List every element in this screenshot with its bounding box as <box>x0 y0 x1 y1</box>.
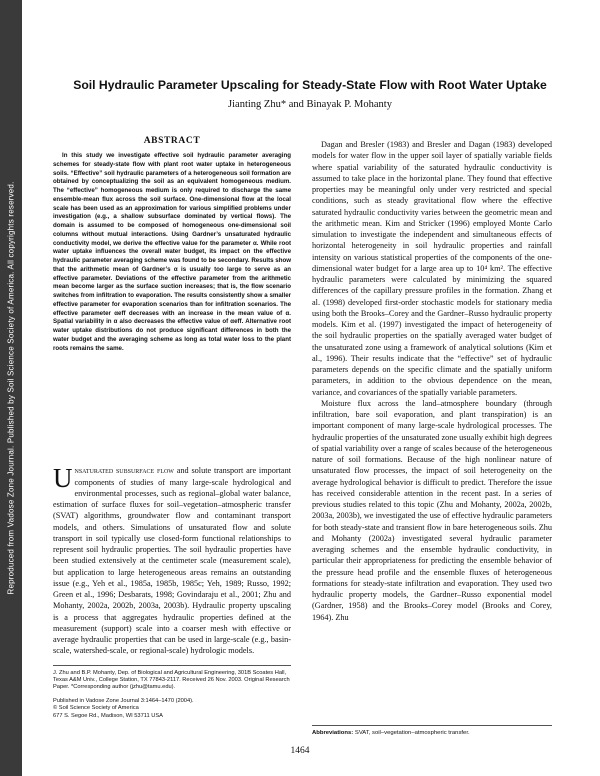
right-column-text <box>312 139 552 623</box>
drop-cap: U <box>53 463 73 494</box>
intro-lead-smallcaps: nsaturated subsurface flow <box>74 466 174 476</box>
copyright-sidebar <box>0 0 22 776</box>
author-line: Jianting Zhu* and Binayak P. Mohanty <box>228 99 392 110</box>
paragraph: Moisture flux across the land–atmosphere boundary (through infiltration, bare soil evaporation, and plant transpiration) is an important component of many large-scale hydrological processes. The hydraulic properties of the unsaturated zone usually exhibit high degrees of spatial variability over a range of scales because of the heterogeneous nature of soil formations. Because of the high nonlinear nature of unsaturated flow processes, the impact of soil heterogeneity on the average hydrological behavior is difficult to predict. Therefore the issue has received considerable attention in the recent past. In a series of previous studies related to this topic (Zhu and Mohanty, 2002a, 2002b, 2003a, 2003b), we investigated the use of effective hydraulic parameters for both steady-state and transient flow in bare heterogeneous soils. Zhu and Mohanty (2002a) investigated several hydraulic parameter averaging schemes and the ensemble hydraulic conductivity, in particular their appropriateness for predicting the ensemble behavior of the pressure head profile and the ensemble fluxes of heterogeneous formations for steady-state infiltration and evaporation. They used two hydraulic property models, the Gardner–Russo exponential model (Gardner, 1958) and the Brooks–Corey model (Brooks and Corey, 1964). Zhu <box>312 398 552 622</box>
intro-paragraph <box>53 465 291 656</box>
paragraph: Dagan and Bresler (1983) and Bresler and Dagan (1983) developed models for water flow in the upper soil layer of spatially variable fields where spatial variability of the saturated hydraulic conductivity is assumed to take place in the horizontal plane. They found that effective properties may be meaningful only under very restricted and special conditions, such as steady gravitational flow where the effective saturated hydraulic conductivity varies between the geometric mean and the arithmetic mean. Kim and Stricker (1996) employed Monte Carlo simulation to investigate the independent and simultaneous effects of horizontal heterogeneity in soil hydraulic properties and rainfall intensity on various statistical properties of the components of the one-dimensional water budget for a large area up to 10⁴ km². The effective hydraulic parameters were calculated by minimizing the squared differences of the capillary pressure profiles in the formation. Zhang et al. (1998) developed first-order stochastic models for stationary media using both the Brooks–Corey and the Gardner–Russo hydraulic property models. Kim et al. (1997) investigated the impact of heterogeneity of the soil hydraulic properties on the spatially averaged water budget of the unsaturated zone using a framework of analytical solutions (Kim et al., 1996). Their results indicate that the “effective” set of hydraulic parameters depends on the specific climate and the spatially uniform parameters, in addition to the obvious dependence on the mean, variance, and covariances of the spatially variable parameters. <box>312 140 552 397</box>
abstract-heading: ABSTRACT <box>143 136 201 146</box>
author-affiliation-footnote: J. Zhu and B.P. Mohanty, Dep. of Biological and Agricultural Engineering, 301B Scoates Hall, Texas A&M Univ., College Station, TX 77843-2117. Received 26 Nov. 2003. Original Research Paper. *Corresponding author (jzhu@tamu.edu). <box>53 669 290 690</box>
abbreviations-footnote <box>312 725 552 736</box>
abbreviations-label: Abbreviations: <box>312 730 354 736</box>
introduction <box>53 465 291 656</box>
publication-info <box>53 698 291 720</box>
footnote-divider <box>53 665 291 666</box>
right-column <box>312 139 552 623</box>
page-number: 1464 <box>290 746 310 756</box>
abbreviations-text: SVAT, soil–vegetation–atmospheric transfer. <box>353 730 470 736</box>
abstract-text: In this study we investigate effective soil hydraulic parameter averaging schemes for steady-state flow with plant root water uptake in heterogeneous soils. “Effective” soil hydraulic parameters of a heterogeneous soil formation are obtained by conceptualizing the soil as an equivalent homogeneous medium. The “effective” homogeneous medium is only required to discharge the same ensemble-mean flux across the soil surface. One-dimensional flow at the local scale has been used as an approximation for various simplified problems under investigation (e.g., a shallow subsurface dominated by vertical flows). The domain is assumed to be composed of homogeneous one-dimensional soil columns without mutual interactions. Using Gardner’s unsaturated hydraulic conductivity model, we derive the effective value for the parameter α. While root water uptake influences the overall water budget, its impact on the effective hydraulic parameter averaging scheme was found to be secondary. Results show that the arithmetic mean of Gardner’s α is usually too large to serve as an effective parameter. Deviations of the effective parameter from the arithmetic mean become larger as the surface suction increases; that is, the flow scenario switches from infiltration to evaporation. The results consistently show a smaller effective parameter for evaporation scenarios than for infiltration scenarios. The effective parameter αeff decreases with an increase in the mean value of α. Spatial variability in α also decreases the effective value of αeff. Alternative root water uptake distributions do not produce significant differences in both the water budget and the averaging scheme as long as total water loss to the plant roots remains the same. <box>53 152 291 352</box>
intro-text: and solute transport are important components of studies of many large-scale hydrological and environmental processes, such as regional–global water balance, estimation of surface fluxes for soil–vegetation–atmospheric transfer (SVAT) algorithms, groundwater flow and contaminant transport models, and others. Simulations of unsaturated flow and solute transport in soil typically use closed-form functional relationships to represent soil hydraulic properties. The soil hydraulic properties have been studied extensively at the centimeter scale (measurement scale), but application to large heterogeneous areas remains an outstanding issue (e.g., Yeh et al., 1985a, 1985b, 1985c; Yeh, 1989; Russo, 1992; Green et al., 1996; Desbarats, 1998; Govindaraju et al., 2001; Zhu and Mohanty, 2002a, 2002b, 2003a, 2003b). Hydraulic property upscaling is a process that aggregates hydraulic properties defined at the measurement (support) scale into a coarser mesh with effective or average hydraulic properties that can be used in large-scale (e.g., basin-scale, watershed-scale, or regional-scale) hydrologic models. <box>53 466 292 656</box>
paper-title: Soil Hydraulic Parameter Upscaling for Steady-State Flow with Root Water Uptake <box>73 78 547 92</box>
publisher-address: 677 S. Segoe Rd., Madison, WI 53711 USA <box>53 712 163 719</box>
copyright-notice: Reproduced from Vadose Zone Journal. Published by Soil Science Society of America. All copyrights reserved. <box>6 181 16 595</box>
publication-citation: Published in Vadose Zone Journal 3:1464–1470 (2004). <box>53 698 194 705</box>
copyright-line: © Soil Science Society of America <box>53 705 139 712</box>
left-column <box>53 136 291 720</box>
